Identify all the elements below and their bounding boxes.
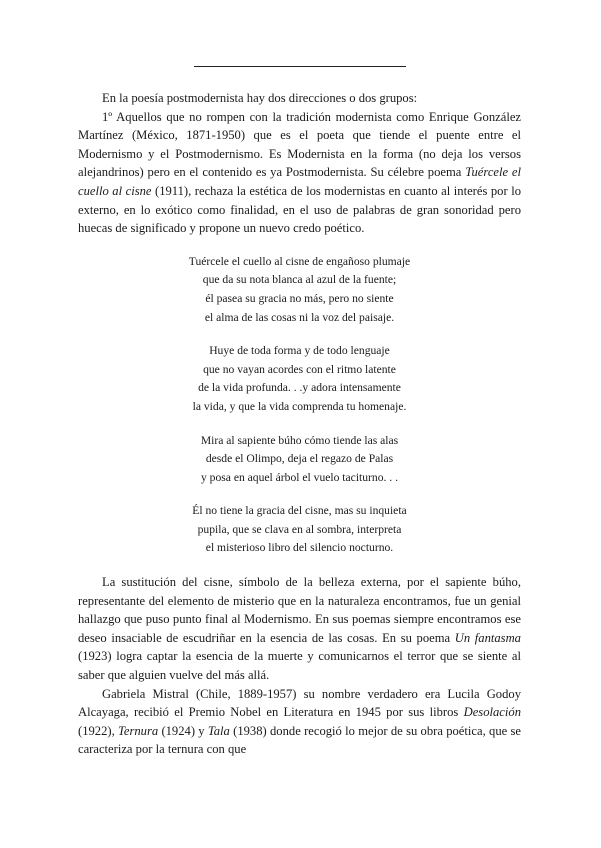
verse-line: pupila, que se clava en al sombra, interpreta — [197, 522, 402, 536]
verse-line: Tuércele el cuello al cisne de engañoso plumaje — [188, 254, 411, 268]
poem-title-fantasma: Un fantasma — [454, 630, 521, 645]
verse-line: la vida, y que la vida comprenda tu homenaje. — [192, 399, 407, 413]
verse-line: de la vida profunda. . .y adora intensamente — [198, 381, 401, 395]
verse-line: el misterioso libro del silencio nocturno. — [205, 541, 394, 555]
paragraph-gabriela-mistral: Gabriela Mistral (Chile, 1889-1957) su nombre verdadero era Lucila Godoy Alcayaga, recibió el Premio Nobel en Literatura en 1945 por sus libros Desolación (1922), Ternura (1924) y Tala (1938) donde recogió lo mejor de su obra poética, que se caracteriza por la ternura con que — [78, 686, 521, 757]
poem-tuercele — [78, 253, 521, 558]
verse-line: él pasea su gracia no más, pero no siente — [205, 291, 394, 305]
stanza — [78, 502, 521, 558]
book-title-tala: Tala — [207, 723, 230, 738]
stanza — [78, 253, 521, 327]
stanza — [78, 342, 521, 416]
verse-line: el alma de las cosas ni la voz del paisaje. — [204, 310, 395, 324]
book-title-desolacion: Desolación — [463, 705, 521, 720]
verse-line: Mira al sapiente búho cómo tiende las alas — [200, 433, 399, 447]
intro-paragraph: En la poesía postmodernista hay dos direcciones o dos grupos: — [102, 91, 418, 105]
verse-line: que no vayan acordes con el ritmo latente — [203, 362, 396, 376]
verse-line: que da su nota blanca al azul de la fuente; — [202, 273, 397, 287]
header-rule — [194, 66, 406, 67]
book-title-ternura: Ternura — [118, 723, 159, 738]
stanza — [78, 432, 521, 488]
page-body — [78, 89, 521, 759]
verse-line: y posa en aquel árbol el vuelo taciturno. . . — [200, 470, 399, 484]
paragraph-gonzalez-martinez: 1º Aquellos que no rompen con la tradición modernista como Enrique González Martínez (México, 1871-1950) que es el poeta que tiende el puente entre el Modernismo y el Postmodernismo. Es Modernista en la forma (no deja los versos alejandrinos) pero en el contenido es ya Postmodernista. Su célebre poema Tuércele el cuello al cisne (1911), rechaza la estética de los modernistas en cuanto al interés por lo externo, en lo exótico como finalidad, en el uso de palabras de gran sonoridad pero huecas de significado y propone un nuevo credo poético. — [78, 109, 521, 236]
poem-title-tuercele: Tuércele el cuello al cisne — [78, 165, 521, 198]
verse-line: Huye de toda forma y de todo lenguaje — [209, 344, 390, 358]
verse-line: Él no tiene la gracia del cisne, mas su inquieta — [192, 504, 407, 518]
verse-line: desde el Olimpo, deja el regazo de Palas — [205, 452, 394, 466]
paragraph-sustitucion: La sustitución del cisne, símbolo de la belleza externa, por el sapiente búho, representante del elemento de misterio que en la naturaleza encontramos, fue un genial hallazgo que puso punto final al Modernismo. En sus poemas siempre encontramos ese deseo insaciable de escudriñar en la esencia de las cosas. En su poema Un fantasma (1923) logra captar la esencia de la muerte y comunicarnos el terror que se siente al saber que alguien vuelve del más allá. — [78, 575, 521, 683]
